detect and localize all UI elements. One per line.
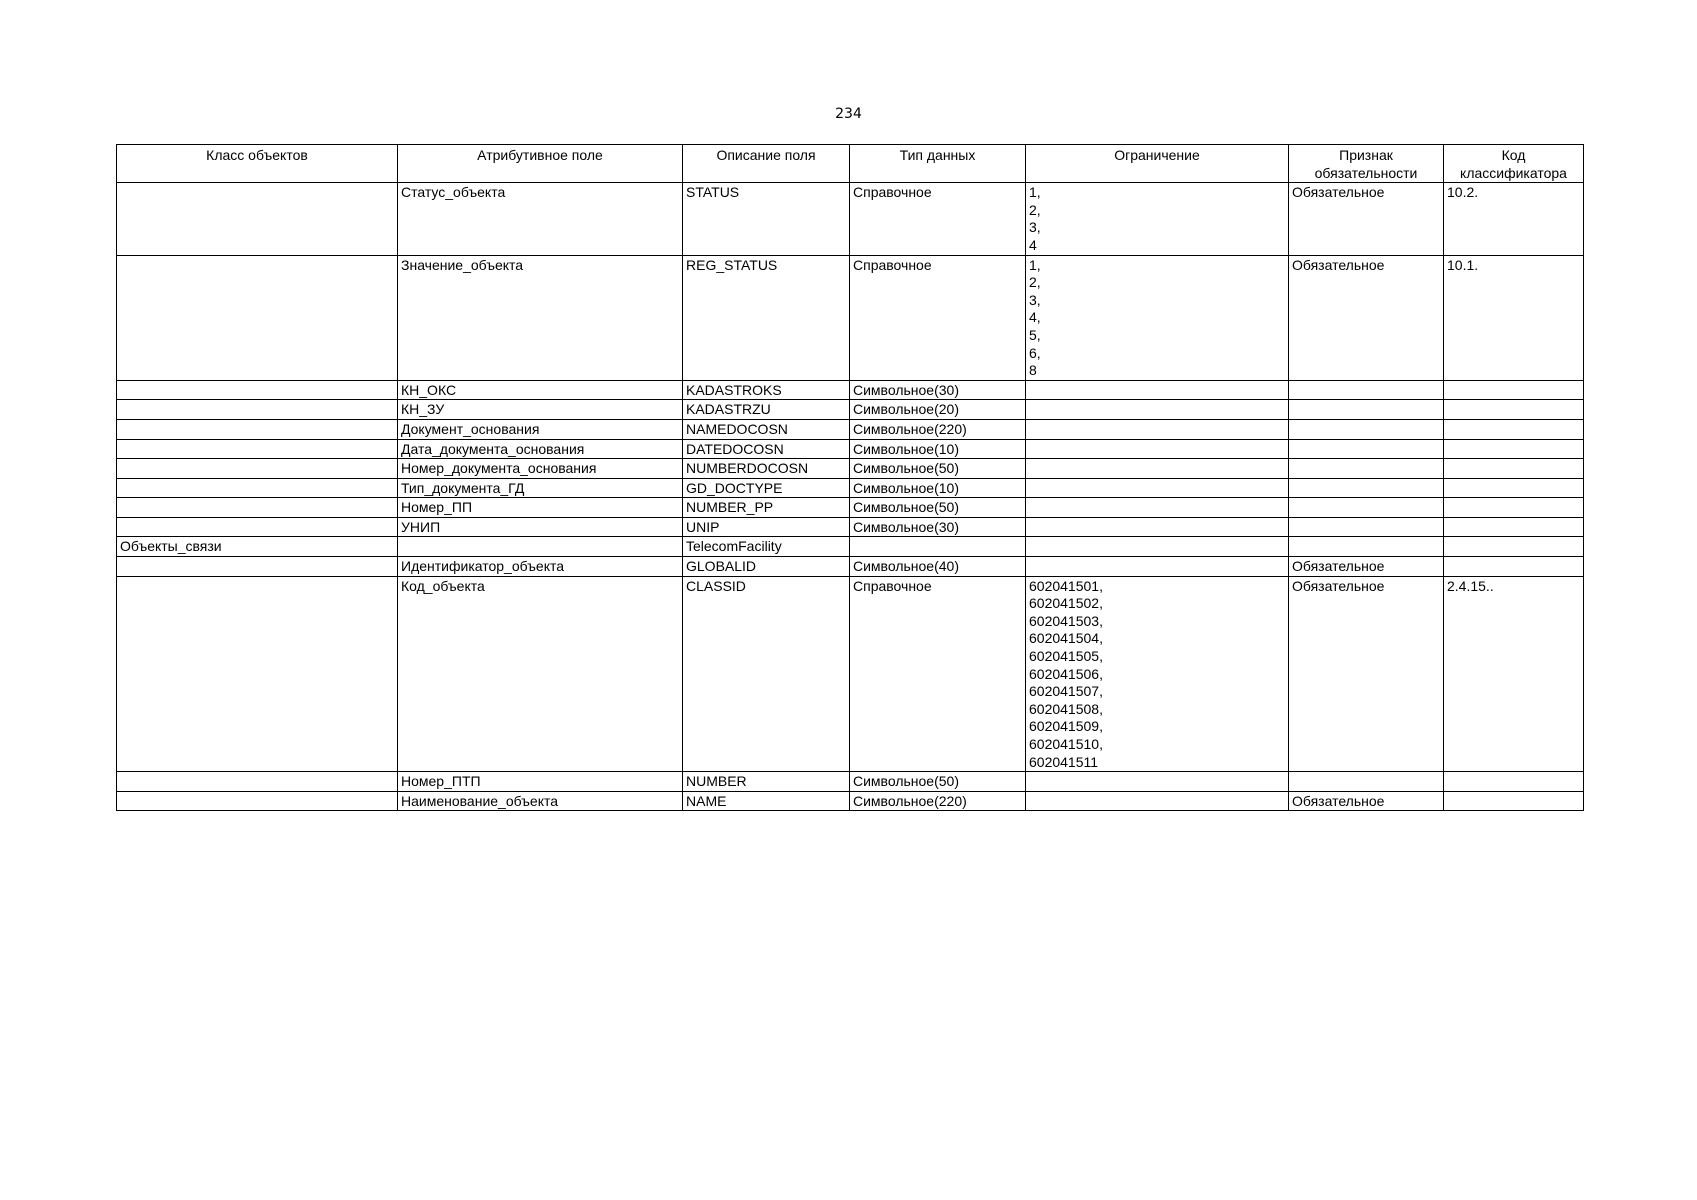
cell-constraint: 602041501, 602041502, 602041503, 602041504, 602041505, 602041506, 602041507, 602041508, 602041509, 602041510, 602041511 bbox=[1026, 576, 1289, 772]
page-number: 234 bbox=[835, 106, 862, 122]
cell-classifier-code: 10.2. bbox=[1444, 183, 1584, 255]
cell-required-flag bbox=[1289, 478, 1444, 498]
cell-object-class bbox=[117, 576, 398, 772]
table-row bbox=[117, 478, 1584, 498]
header-attribute-field: Атрибутивное поле bbox=[398, 145, 683, 183]
cell-attribute-field: КН_ЗУ bbox=[398, 400, 683, 420]
table-row bbox=[117, 419, 1584, 439]
cell-object-class bbox=[117, 459, 398, 479]
cell-attribute-field: Документ_основания bbox=[398, 419, 683, 439]
cell-field-description: GD_DOCTYPE bbox=[683, 478, 850, 498]
cell-data-type: Символьное(40) bbox=[850, 557, 1026, 577]
cell-attribute-field bbox=[398, 537, 683, 557]
cell-object-class bbox=[117, 517, 398, 537]
cell-field-description: NUMBER_PP bbox=[683, 498, 850, 518]
cell-object-class bbox=[117, 183, 398, 255]
cell-attribute-field: Код_объекта bbox=[398, 576, 683, 772]
cell-constraint bbox=[1026, 772, 1289, 792]
cell-attribute-field: Идентификатор_объекта bbox=[398, 557, 683, 577]
cell-required-flag bbox=[1289, 537, 1444, 557]
cell-constraint bbox=[1026, 400, 1289, 420]
cell-object-class bbox=[117, 557, 398, 577]
table-row bbox=[117, 517, 1584, 537]
cell-required-flag: Обязательное bbox=[1289, 255, 1444, 380]
cell-classifier-code bbox=[1444, 517, 1584, 537]
table-row bbox=[117, 400, 1584, 420]
header-constraint: Ограничение bbox=[1026, 145, 1289, 183]
cell-constraint bbox=[1026, 498, 1289, 518]
cell-classifier-code bbox=[1444, 400, 1584, 420]
cell-object-class bbox=[117, 791, 398, 811]
table-row bbox=[117, 537, 1584, 557]
cell-required-flag: Обязательное bbox=[1289, 791, 1444, 811]
cell-object-class bbox=[117, 478, 398, 498]
cell-data-type: Справочное bbox=[850, 183, 1026, 255]
cell-constraint bbox=[1026, 459, 1289, 479]
cell-classifier-code bbox=[1444, 380, 1584, 400]
cell-field-description: CLASSID bbox=[683, 576, 850, 772]
cell-classifier-code bbox=[1444, 478, 1584, 498]
cell-classifier-code bbox=[1444, 498, 1584, 518]
cell-constraint: 1, 2, 3, 4, 5, 6, 8 bbox=[1026, 255, 1289, 380]
attribute-table bbox=[116, 144, 1584, 811]
cell-attribute-field: КН_ОКС bbox=[398, 380, 683, 400]
cell-data-type: Символьное(50) bbox=[850, 459, 1026, 479]
cell-object-class bbox=[117, 400, 398, 420]
cell-classifier-code: 10.1. bbox=[1444, 255, 1584, 380]
table-row bbox=[117, 439, 1584, 459]
cell-field-description: STATUS bbox=[683, 183, 850, 255]
cell-field-description: NAME bbox=[683, 791, 850, 811]
cell-data-type: Символьное(30) bbox=[850, 517, 1026, 537]
cell-attribute-field: Дата_документа_основания bbox=[398, 439, 683, 459]
cell-attribute-field: Номер_ПТП bbox=[398, 772, 683, 792]
cell-classifier-code bbox=[1444, 459, 1584, 479]
cell-required-flag bbox=[1289, 772, 1444, 792]
cell-field-description: TelecomFacility bbox=[683, 537, 850, 557]
table-row bbox=[117, 380, 1584, 400]
cell-classifier-code: 2.4.15.. bbox=[1444, 576, 1584, 772]
cell-required-flag bbox=[1289, 380, 1444, 400]
cell-attribute-field: Наименование_объекта bbox=[398, 791, 683, 811]
cell-classifier-code bbox=[1444, 537, 1584, 557]
cell-required-flag bbox=[1289, 439, 1444, 459]
cell-attribute-field: Тип_документа_ГД bbox=[398, 478, 683, 498]
table-header-row bbox=[117, 145, 1584, 183]
cell-object-class bbox=[117, 419, 398, 439]
table-row bbox=[117, 255, 1584, 380]
cell-data-type: Символьное(50) bbox=[850, 498, 1026, 518]
cell-field-description: NUMBERDOCOSN bbox=[683, 459, 850, 479]
cell-constraint bbox=[1026, 791, 1289, 811]
cell-object-class bbox=[117, 498, 398, 518]
header-required-flag: Признак обязательности bbox=[1289, 145, 1444, 183]
cell-attribute-field: УНИП bbox=[398, 517, 683, 537]
cell-data-type: Символьное(30) bbox=[850, 380, 1026, 400]
table-row bbox=[117, 576, 1584, 772]
cell-classifier-code bbox=[1444, 557, 1584, 577]
table-row bbox=[117, 557, 1584, 577]
cell-required-flag bbox=[1289, 517, 1444, 537]
cell-field-description: NUMBER bbox=[683, 772, 850, 792]
cell-data-type: Символьное(50) bbox=[850, 772, 1026, 792]
cell-object-class bbox=[117, 772, 398, 792]
cell-constraint bbox=[1026, 439, 1289, 459]
table-row bbox=[117, 459, 1584, 479]
cell-constraint: 1, 2, 3, 4 bbox=[1026, 183, 1289, 255]
cell-field-description: KADASTROKS bbox=[683, 380, 850, 400]
cell-data-type bbox=[850, 537, 1026, 557]
cell-field-description: KADASTRZU bbox=[683, 400, 850, 420]
cell-classifier-code bbox=[1444, 791, 1584, 811]
cell-constraint bbox=[1026, 537, 1289, 557]
cell-required-flag: Обязательное bbox=[1289, 183, 1444, 255]
cell-required-flag bbox=[1289, 419, 1444, 439]
cell-constraint bbox=[1026, 557, 1289, 577]
cell-required-flag bbox=[1289, 459, 1444, 479]
table-row bbox=[117, 498, 1584, 518]
cell-field-description: UNIP bbox=[683, 517, 850, 537]
cell-field-description: NAMEDOCOSN bbox=[683, 419, 850, 439]
cell-constraint bbox=[1026, 380, 1289, 400]
cell-required-flag bbox=[1289, 498, 1444, 518]
cell-required-flag: Обязательное bbox=[1289, 557, 1444, 577]
table-row bbox=[117, 183, 1584, 255]
cell-data-type: Символьное(10) bbox=[850, 439, 1026, 459]
cell-data-type: Символьное(20) bbox=[850, 400, 1026, 420]
table-row bbox=[117, 791, 1584, 811]
cell-object-class bbox=[117, 380, 398, 400]
cell-attribute-field: Значение_объекта bbox=[398, 255, 683, 380]
header-data-type: Тип данных bbox=[850, 145, 1026, 183]
cell-constraint bbox=[1026, 478, 1289, 498]
cell-object-class bbox=[117, 439, 398, 459]
header-field-description: Описание поля bbox=[683, 145, 850, 183]
cell-data-type: Справочное bbox=[850, 576, 1026, 772]
header-classifier-code: Код классификатора bbox=[1444, 145, 1584, 183]
cell-required-flag bbox=[1289, 400, 1444, 420]
cell-classifier-code bbox=[1444, 439, 1584, 459]
cell-field-description: DATEDOCOSN bbox=[683, 439, 850, 459]
cell-data-type: Справочное bbox=[850, 255, 1026, 380]
cell-constraint bbox=[1026, 517, 1289, 537]
cell-object-class bbox=[117, 255, 398, 380]
cell-attribute-field: Статус_объекта bbox=[398, 183, 683, 255]
cell-classifier-code bbox=[1444, 772, 1584, 792]
cell-data-type: Символьное(220) bbox=[850, 791, 1026, 811]
header-object-class: Класс объектов bbox=[117, 145, 398, 183]
table-row bbox=[117, 772, 1584, 792]
cell-data-type: Символьное(10) bbox=[850, 478, 1026, 498]
cell-constraint bbox=[1026, 419, 1289, 439]
cell-field-description: REG_STATUS bbox=[683, 255, 850, 380]
cell-field-description: GLOBALID bbox=[683, 557, 850, 577]
cell-attribute-field: Номер_ПП bbox=[398, 498, 683, 518]
cell-data-type: Символьное(220) bbox=[850, 419, 1026, 439]
cell-required-flag: Обязательное bbox=[1289, 576, 1444, 772]
cell-object-class: Объекты_связи bbox=[117, 537, 398, 557]
cell-attribute-field: Номер_документа_основания bbox=[398, 459, 683, 479]
cell-classifier-code bbox=[1444, 419, 1584, 439]
